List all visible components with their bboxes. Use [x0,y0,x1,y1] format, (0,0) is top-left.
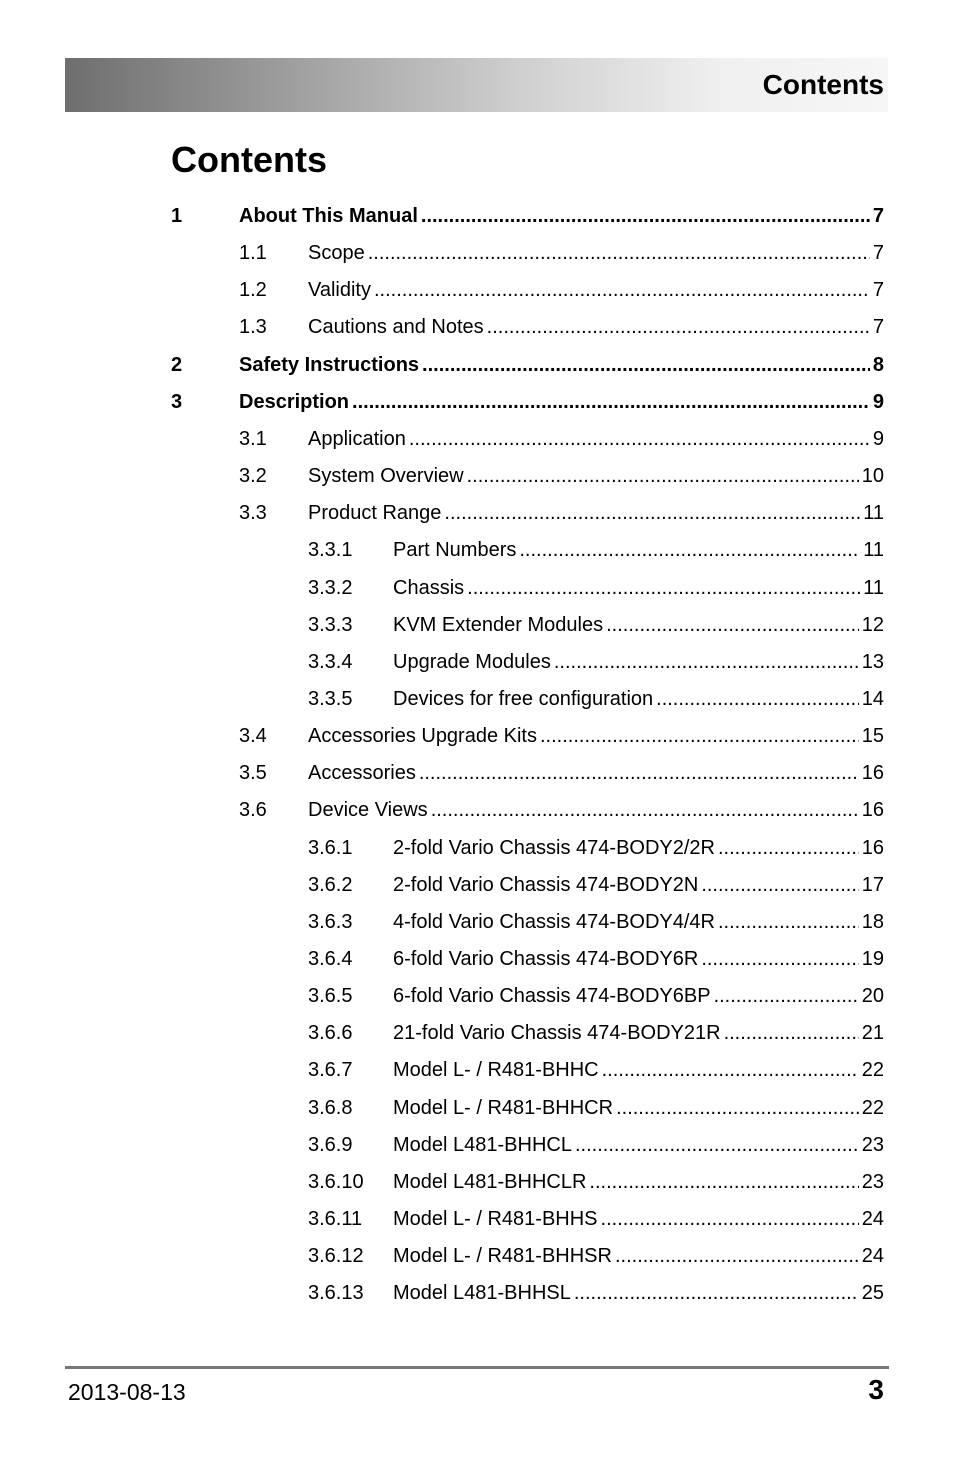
toc-entry-page: 24 [861,1245,884,1268]
toc-entry[interactable] [308,607,884,644]
dot-leader [421,204,870,228]
toc-entry[interactable] [239,309,884,346]
toc-entry-number: 3.6.7 [308,1059,353,1082]
toc-entry-number: 3 [171,390,183,413]
toc-entry-title: Accessories [308,762,416,785]
dot-leader [467,576,860,600]
dot-leader [718,910,859,934]
toc-entry-title: Scope [308,242,365,265]
page-title: Contents [171,139,327,180]
toc-entry-page: 18 [861,910,884,933]
toc-entry[interactable] [239,458,884,495]
toc-entry-page: 13 [861,650,884,673]
toc-entry-number: 3.5 [239,762,267,785]
footer-date: 2013-08-13 [68,1379,186,1405]
toc-entry-title: 2-fold Vario Chassis 474-BODY2/2R [393,836,715,859]
toc-entry-title: Accessories Upgrade Kits [308,725,537,748]
footer-rule [65,1366,889,1369]
toc-entry[interactable] [308,1090,884,1127]
toc-entry-number: 3.6.12 [308,1245,364,1268]
toc-entry-title: 2-fold Vario Chassis 474-BODY2N [393,873,699,896]
dot-leader [368,241,870,265]
toc-entry[interactable] [308,532,884,569]
toc-entry[interactable] [308,644,884,681]
dot-leader [589,1170,858,1194]
toc-entry-page: 21 [861,1022,884,1045]
dot-leader [554,650,859,674]
dot-leader [374,278,870,302]
toc-entry-number: 3.4 [239,725,267,748]
dot-leader [718,836,859,860]
toc-entry-page: 8 [872,353,884,376]
toc-entry[interactable] [239,421,884,458]
toc-entry-title: Product Range [308,502,442,525]
toc-entry-page: 23 [861,1170,884,1193]
dot-leader [574,1281,859,1305]
toc-entry[interactable] [308,904,884,941]
toc-entry[interactable] [308,1015,884,1052]
toc-entry-title: Device Views [308,799,428,822]
toc-entry-page: 19 [861,948,884,970]
toc-entry-title: 6-fold Vario Chassis 474-BODY6BP [393,985,711,1008]
toc-entry-title: Model L481-BHHCL [393,1133,572,1156]
dot-leader [519,538,860,562]
toc-entry-page: 9 [872,427,884,450]
toc-entry-number: 3.6.9 [308,1133,353,1156]
toc-entry-page: 25 [861,1282,884,1305]
toc-entry-page: 16 [861,836,884,859]
toc-entry-number: 3.6.11 [308,1208,363,1231]
dot-leader [419,761,859,785]
dot-leader [616,1096,859,1120]
toc-entry-title: Model L- / R481-BHHSR [393,1245,612,1268]
toc-entry-page: 11 [863,576,884,599]
toc-entry-number: 3.3.1 [308,539,353,562]
toc-entry-title: Description [239,390,350,413]
toc-entry-number: 3.6.2 [308,873,353,896]
dot-leader [701,873,858,897]
toc-entry-page: 11 [863,539,884,562]
toc-entry-page: 24 [861,1208,884,1231]
toc-entry-number: 3.6 [239,799,267,822]
toc-entry-number: 1.3 [239,316,267,339]
toc-entry-title: KVM Extender Modules [393,613,604,636]
dot-leader [724,1021,859,1045]
toc-entry-title: Model L- / R481-BHHS [393,1208,598,1231]
dot-leader [714,984,859,1008]
header-section-title: Contents [762,69,884,100]
toc-entry-number: 1.1 [239,242,267,265]
toc-entry-title: System Overview [308,465,464,488]
toc-entry-page: 22 [861,1096,884,1119]
toc-entry-page: 9 [872,390,884,413]
toc-entry-number: 3.3 [239,502,267,525]
toc-entry-title: Model L- / R481-BHHC [393,1059,599,1082]
toc-entry[interactable] [239,272,884,309]
dot-leader [352,390,870,414]
toc-entry[interactable] [308,1127,884,1164]
toc-entry-title: 21-fold Vario Chassis 474-BODY21R [393,1022,721,1045]
dot-leader [606,613,859,637]
toc-entry-page: 22 [861,1059,884,1082]
toc-entry-number: 3.6.3 [308,910,353,933]
toc-entry[interactable] [239,495,884,532]
dot-leader [431,798,859,822]
toc-entry-page: 11 [863,502,884,525]
toc-entry-page: 14 [861,687,884,710]
toc-entry-title: Devices for free configuration [393,687,654,710]
toc-entry[interactable] [308,1201,884,1238]
toc-entry[interactable] [171,347,884,384]
dot-leader [444,501,860,525]
toc-entry[interactable] [308,830,884,867]
toc-entry-page: 7 [872,205,884,227]
toc-entry-number: 3.3.5 [308,687,353,710]
header-bar [65,58,888,112]
toc-entry-page: 23 [861,1133,884,1156]
toc-entry-title: Cautions and Notes [308,316,484,339]
toc-entry-number: 3.6.6 [308,1022,353,1045]
toc-entry-page: 16 [861,762,884,785]
toc-entry-number: 3.3.3 [308,613,353,636]
toc-entry[interactable] [308,570,884,607]
toc-entry-number: 3.2 [239,465,267,488]
toc-entry-title: About This Manual [239,205,418,227]
toc-entry-number: 3.6.13 [308,1282,364,1305]
toc-entry[interactable] [239,755,884,792]
toc-entry-page: 12 [861,613,884,636]
toc-entry-number: 3.1 [239,427,267,450]
toc-entry-number: 3.3.4 [308,650,353,673]
toc-entry-number: 3.6.5 [308,985,353,1008]
dot-leader [409,427,870,451]
toc-entry-page: 16 [861,799,884,822]
dot-leader [701,947,858,971]
toc-entry-page: 10 [861,465,884,488]
toc-entry[interactable] [308,681,884,718]
toc-entry-page: 7 [872,279,884,302]
toc-entry-number: 3.6.4 [308,948,353,970]
toc-entry-number: 2 [171,353,183,376]
toc-entry-title: 6-fold Vario Chassis 474-BODY6R [393,948,699,970]
dot-leader [615,1244,859,1268]
toc-entry-title: Upgrade Modules [393,650,551,673]
toc-entry-page: 7 [872,242,884,265]
toc-entry[interactable] [239,235,884,272]
dot-leader [467,464,859,488]
toc-entry-title: Model L- / R481-BHHCR [393,1096,614,1119]
dot-leader [487,315,870,339]
dot-leader [602,1058,859,1082]
toc-entry-page: 7 [872,316,884,339]
toc-entry-number: 3.6.8 [308,1096,353,1119]
toc-entry[interactable] [308,1238,884,1275]
toc-entry[interactable] [308,1052,884,1089]
toc-entry[interactable] [308,941,884,978]
toc-entry-title: Validity [308,279,371,302]
dot-leader [575,1133,859,1157]
toc-entry-number: 1.2 [239,279,267,302]
toc-entry[interactable] [239,792,884,829]
toc-entry[interactable] [308,978,884,1015]
toc-entry-number: 3.6.10 [308,1170,364,1193]
toc-entry-title: Model L481-BHHSL [393,1282,571,1305]
dot-leader [540,724,859,748]
toc-entry-number: 1 [171,205,183,227]
toc-entry[interactable] [308,867,884,904]
dot-leader [422,353,870,377]
toc-entry[interactable] [239,718,884,755]
toc-entry-title: 4-fold Vario Chassis 474-BODY4/4R [393,910,715,933]
footer-page-number: 3 [868,1374,884,1405]
toc-entry-number: 3.3.2 [308,576,353,599]
toc-entry-title: Safety Instructions [239,353,420,376]
toc-entry[interactable] [171,384,884,421]
toc-entry-page: 20 [861,985,884,1008]
toc-entry-title: Model L481-BHHCLR [393,1170,587,1193]
toc-entry[interactable] [308,1275,884,1312]
toc-entry-title: Part Numbers [393,539,517,562]
toc-entry[interactable] [171,198,884,235]
toc-entry-title: Chassis [393,576,465,599]
toc-entry-page: 17 [861,873,884,896]
toc-entry-page: 15 [861,725,884,748]
toc-entry-number: 3.6.1 [308,836,353,859]
toc-entry[interactable] [308,1164,884,1201]
dot-leader [601,1207,859,1231]
toc-entry-title: Application [308,427,406,450]
dot-leader [656,687,859,711]
